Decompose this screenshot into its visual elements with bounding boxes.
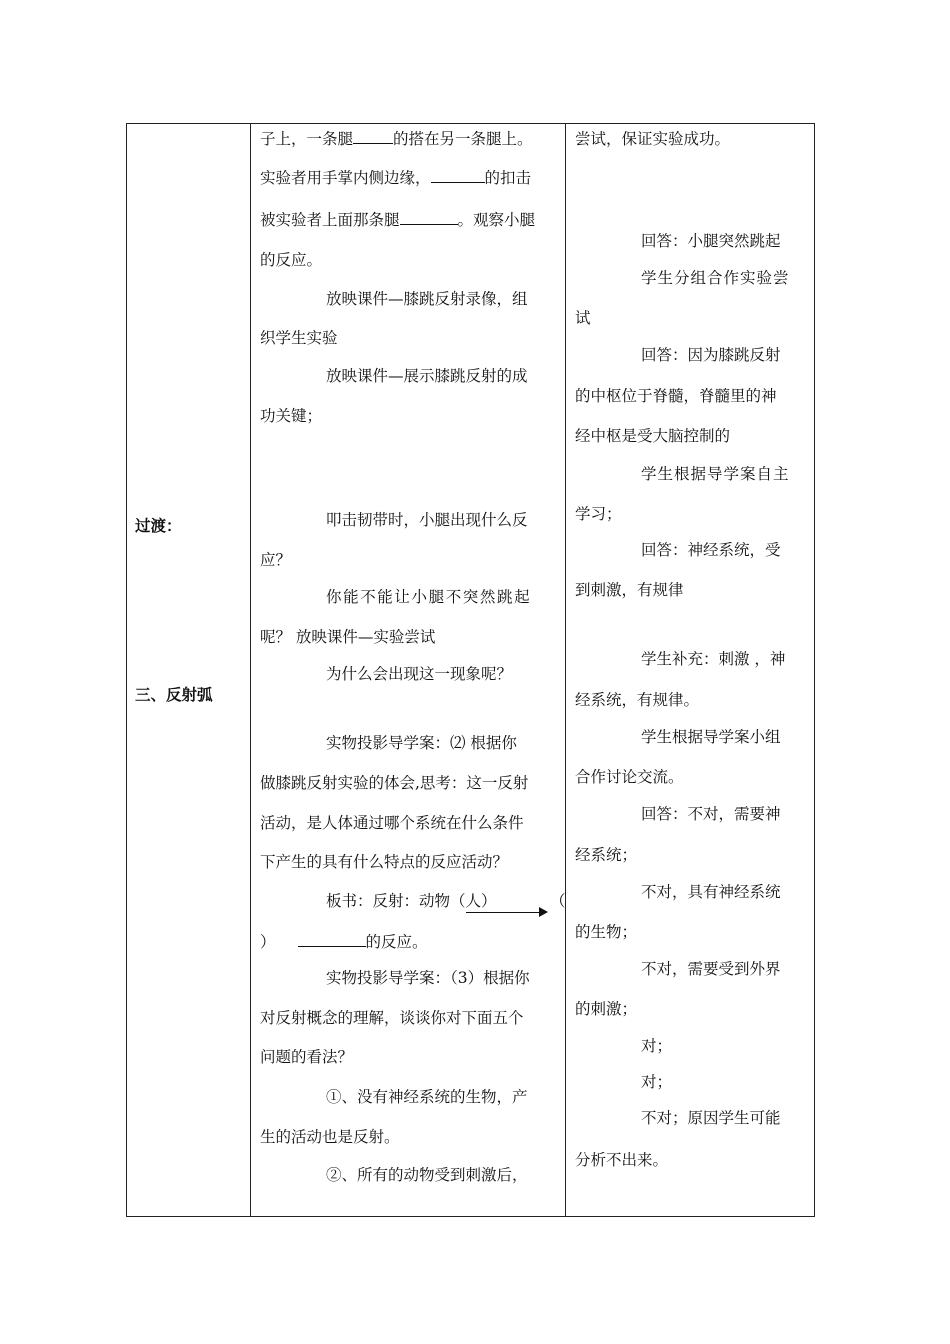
teacher-question-line: 叩击韧带时，小腿出现什么反 [326,511,528,529]
teacher-text-line: 子上，一条腿 的搭在另一条腿上。 [260,130,533,148]
fill-blank [431,168,485,183]
teacher-text-line: 做膝跳反射实验的体会,思考：这一反射 [260,774,529,792]
student-text-line: 不对，需要受到外界 [641,960,781,978]
student-text-line: 不对，具有神经系统 [641,883,781,901]
teacher-text-line: 织学生实验 [260,329,338,347]
teacher-text-line: ①、没有神经系统的生物，产 [326,1088,528,1106]
teacher-text-line: 问题的看法？ [260,1048,354,1066]
student-text-line: 学生分组合作实验尝 [641,269,790,287]
student-text-line: 经中枢是受大脑控制的 [575,427,731,445]
student-text-line: 回答：因为膝跳反射 [641,346,781,364]
student-text-line: 学习； [575,505,622,523]
board-writing-line: 板书：反射：动物（人） [326,892,497,910]
teacher-text-line: 放映课件—展示膝跳反射的成 [326,367,528,385]
teacher-text-line: 下产生的具有什么特点的反应活动？ [260,853,509,871]
teacher-question-line: 你能不能让小腿不突然跳起 [326,588,532,606]
student-text-line: 回答：不对，需要神 [641,805,781,823]
student-text-line: 试 [575,309,591,327]
teacher-text-line: 的反应。 [260,251,323,269]
student-text-line: 学生补充：刺激 ，神 [641,650,786,668]
teacher-question-line: 应？ [260,551,292,569]
student-text-line: 对； [641,1037,673,1055]
student-text-line: 的中枢位于脊髓，脊髓里的神 [575,387,777,405]
student-text-line: 尝试，保证实验成功。 [575,130,731,148]
teacher-text-line: 实验者用手掌内侧边缘， 的扣击 [260,169,532,187]
teacher-text-line: 实物投影导学案：（3）根据你 [326,969,530,987]
fill-blank [298,932,366,947]
student-text-line: 学生根据导学案自主 [641,465,790,483]
transition-label: 过渡： [135,517,182,535]
student-text-line: 经系统，有规律。 [575,691,700,709]
student-text-line: 不对；原因学生可能 [641,1109,781,1127]
teacher-text-line: 活动，是人体通过哪个系统在什么条件 [260,814,524,832]
teacher-text-line: 放映课件—膝跳反射录像，组 [326,290,528,308]
student-text-line: 回答：小腿突然跳起 [641,232,781,250]
teacher-text-line: 对反射概念的理解，谈谈你对下面五个 [260,1009,524,1027]
teacher-text-line: 被实验者上面那条腿 。观察小腿 [260,211,536,229]
teacher-text-line: ②、所有的动物受到刺激后， [326,1166,528,1184]
fill-blank [353,129,393,144]
student-text-line: 经系统； [575,846,638,864]
student-text-line: 合作讨论交流。 [575,768,684,786]
student-text-line: 到刺激，有规律 [575,581,684,599]
column-divider-2 [565,124,566,1216]
teacher-question-line: 呢？ 放映课件—实验尝试 [260,628,436,646]
student-text-line: 分析不出来。 [575,1151,669,1169]
teacher-text-line: 功关键； [260,407,323,425]
teacher-question-line: 为什么会出现这一现象呢？ [326,665,513,683]
student-text-line: 学生根据导学案小组 [641,728,781,746]
fill-blank [400,210,458,225]
column-divider-1 [250,124,251,1216]
student-text-line: 对； [641,1073,673,1091]
teacher-text-line: 实物投影导学案：⑵ 根据你 [326,734,517,752]
arrow-icon [466,912,546,913]
student-text-line: 的生物； [575,923,638,941]
student-text-line: 回答：神经系统，受 [641,541,781,559]
section-heading-reflex-arc: 三、反射弧 [135,686,213,704]
student-text-line: 的刺激； [575,1000,638,1018]
board-writing-paren: （ [550,892,566,910]
board-writing-line: ） 的反应。 [260,933,428,951]
teacher-text-line: 生的活动也是反射。 [260,1128,400,1146]
